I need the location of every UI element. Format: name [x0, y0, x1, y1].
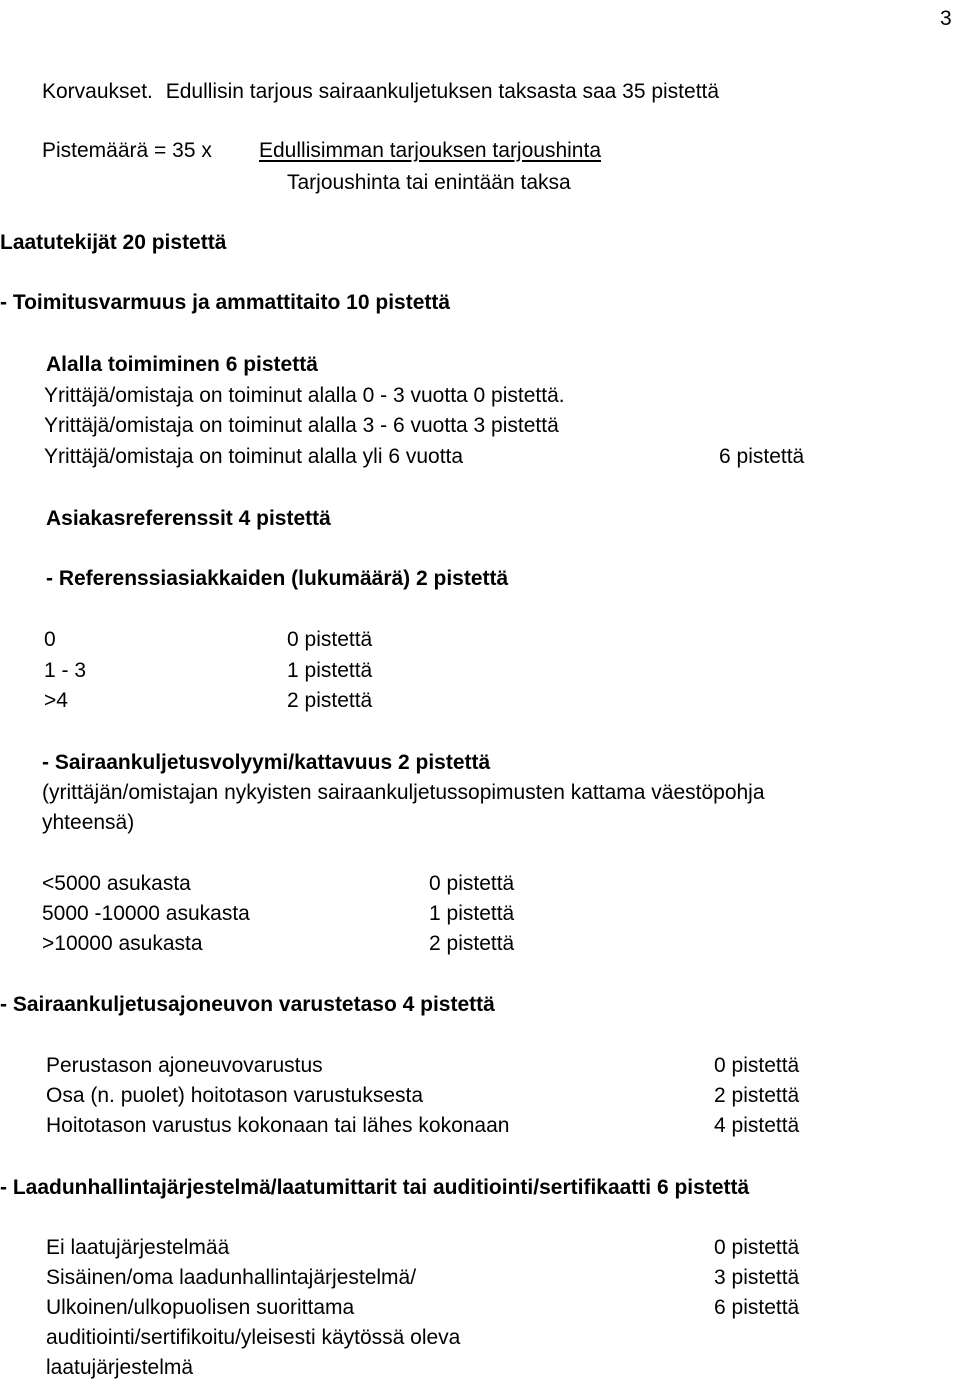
- laadunhallinta-row-3-label: Ulkoinen/ulkopuolisen suorittama: [46, 1296, 355, 1319]
- volyymi-row-1-points: 0 pistettä: [429, 872, 515, 895]
- referenssi-row-3-points: 2 pistettä: [287, 689, 373, 712]
- referenssi-row-2-label: 1 - 3: [44, 659, 87, 682]
- laadunhallinta-row-2-label: Sisäinen/oma laadunhallintajärjestelmä/: [46, 1266, 417, 1289]
- varustetaso-row-2-points: 2 pistettä: [714, 1084, 800, 1107]
- formula-numerator: Edullisimman tarjouksen tarjoushinta: [259, 139, 601, 162]
- laatutekijat-heading: Laatutekijät 20 pistettä: [0, 231, 227, 254]
- laadunhallinta-heading: - Laadunhallintajärjestelmä/laatumittarit tai auditiointi/sertifikaatti 6 pistettä: [0, 1176, 750, 1199]
- korvaukset-text: Edullisin tarjous sairaankuljetuksen taksasta saa 35 pistettä: [165, 80, 720, 103]
- varustetaso-heading: - Sairaankuljetusajoneuvon varustetaso 4 pistettä: [0, 993, 495, 1016]
- referenssi-subheading: - Referenssiasiakkaiden (lukumäärä) 2 pistettä: [46, 567, 509, 590]
- varustetaso-row-1-label: Perustason ajoneuvovarustus: [46, 1054, 323, 1077]
- volyymi-row-2-points: 1 pistettä: [429, 902, 515, 925]
- volyymi-desc-line-1: (yrittäjän/omistajan nykyisten sairaankuljetussopimusten kattama väestöpohja: [42, 781, 765, 804]
- korvaukset-label: Korvaukset.: [42, 80, 153, 103]
- referenssi-row-2-points: 1 pistettä: [287, 659, 373, 682]
- varustetaso-row-3-label: Hoitotason varustus kokonaan tai lähes kokonaan: [46, 1114, 510, 1137]
- formula-denominator: Tarjoushinta tai enintään taksa: [287, 171, 571, 194]
- alalla-heading: Alalla toimiminen 6 pistettä: [46, 353, 318, 376]
- page-number: 3: [940, 7, 952, 30]
- referenssi-row-3-label: >4: [44, 689, 68, 712]
- volyymi-row-3-points: 2 pistettä: [429, 932, 515, 955]
- laadunhallinta-row-4-label: auditiointi/sertifikoitu/yleisesti käytössä oleva: [46, 1326, 461, 1349]
- varustetaso-row-1-points: 0 pistettä: [714, 1054, 800, 1077]
- formula-prefix: Pistemäärä = 35 x: [42, 139, 212, 162]
- volyymi-heading: - Sairaankuljetusvolyymi/kattavuus 2 pistettä: [42, 751, 491, 774]
- alalla-row-1: Yrittäjä/omistaja on toiminut alalla 0 - 3 vuotta 0 pistettä.: [44, 384, 565, 407]
- korvaukset-line: [42, 81, 719, 102]
- alalla-row-3-points: 6 pistettä: [719, 445, 805, 468]
- referenssi-row-1-label: 0: [44, 628, 56, 651]
- laadunhallinta-row-2-points: 3 pistettä: [714, 1266, 800, 1289]
- asiakasreferenssit-heading: Asiakasreferenssit 4 pistettä: [46, 507, 331, 530]
- volyymi-desc-line-2: yhteensä): [42, 811, 135, 834]
- laadunhallinta-row-1-points: 0 pistettä: [714, 1236, 800, 1259]
- toimitusvarmuus-heading: - Toimitusvarmuus ja ammattitaito 10 pistettä: [0, 291, 451, 314]
- volyymi-row-3-label: >10000 asukasta: [42, 932, 203, 955]
- alalla-row-2: Yrittäjä/omistaja on toiminut alalla 3 - 6 vuotta 3 pistettä: [44, 414, 559, 437]
- volyymi-row-2-label: 5000 -10000 asukasta: [42, 902, 250, 925]
- laadunhallinta-row-3-points: 6 pistettä: [714, 1296, 800, 1319]
- varustetaso-row-3-points: 4 pistettä: [714, 1114, 800, 1137]
- laadunhallinta-row-5-label: laatujärjestelmä: [46, 1356, 194, 1379]
- alalla-row-3: Yrittäjä/omistaja on toiminut alalla yli 6 vuotta: [44, 445, 464, 468]
- varustetaso-row-2-label: Osa (n. puolet) hoitotason varustuksesta: [46, 1084, 424, 1107]
- volyymi-row-1-label: <5000 asukasta: [42, 872, 191, 895]
- laadunhallinta-row-1-label: Ei laatujärjestelmää: [46, 1236, 230, 1259]
- referenssi-row-1-points: 0 pistettä: [287, 628, 373, 651]
